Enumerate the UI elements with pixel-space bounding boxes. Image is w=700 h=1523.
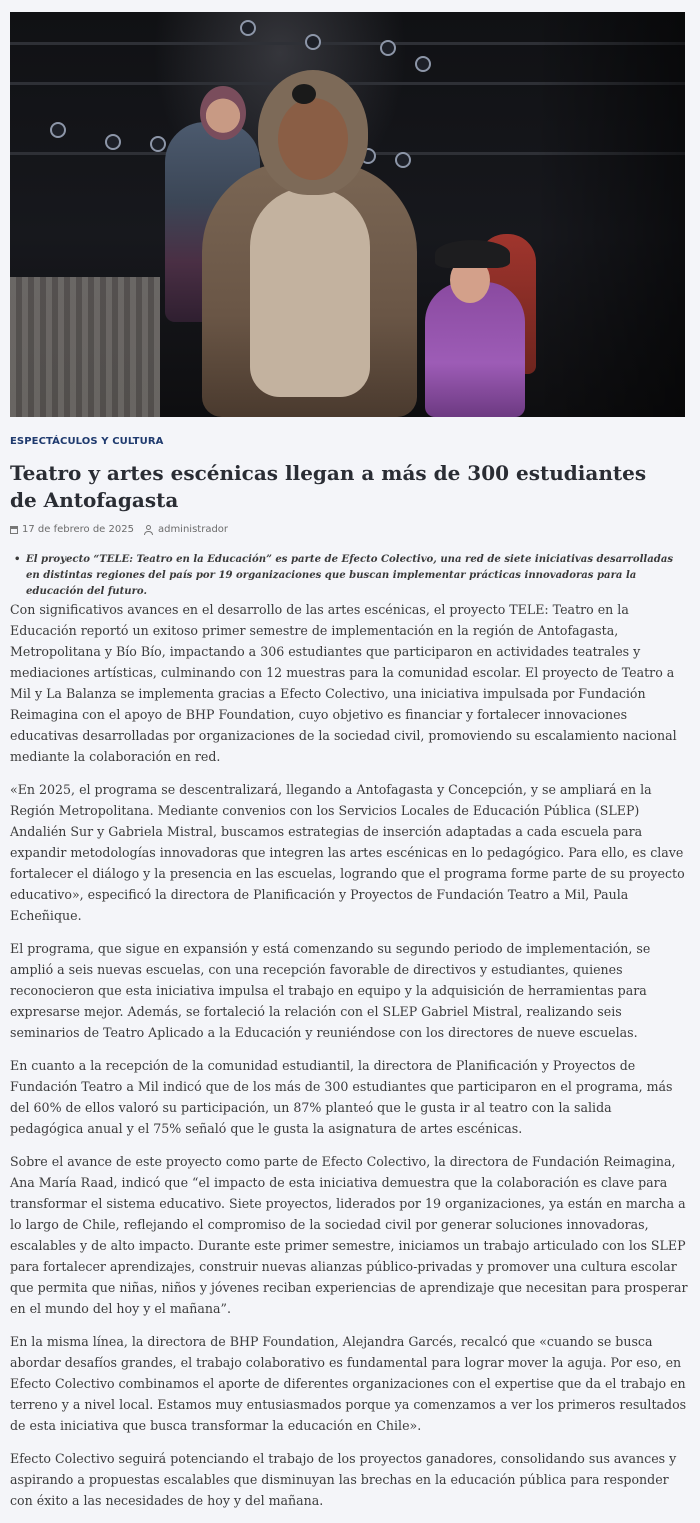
stage-light [380,40,396,56]
body-paragraph: El programa, que sigue en expansión y está comenzando su segundo periodo de implementación, se amplió a seis nuevas escuelas, con una recepción favorable de directivos y estudiantes, quienes reconocieron que esta iniciativa impulsa el trabajo en equipo y la adquisición de herramientas para expresarse mejor. Además, se fortaleció la relación con el SLEP Gabriel Mistral, realizando seis seminarios de Teatro Aplicado a la Educación y reuniéndose con los directores de nueve escuelas. [10,941,651,1040]
category-link[interactable]: ESPECTÁCULOS Y CULTURA [10,436,164,447]
stage-light [105,134,121,150]
publish-date: 17 de febrero de 2025 [22,524,134,535]
stage-light [305,34,321,50]
article-body [10,599,688,1523]
stage-light [50,122,66,138]
bear-costume-belly [250,187,370,397]
eyepatch [292,84,316,104]
calendar-icon [10,526,18,534]
stage-light [150,136,166,152]
user-icon [144,525,153,535]
body-paragraph: Efecto Colectivo seguirá potenciando el trabajo de los proyectos ganadores, consolidando sus avances y aspirando a propuestas escalables que disminuyan las brechas en la educación pública para responder con éxito a las necesidades de hoy y del mañana. [10,1451,677,1508]
lead-item [14,552,684,600]
article-meta [10,524,228,535]
lead-bullet: • [14,554,21,565]
author-link[interactable]: administrador [157,524,229,535]
stage-light [415,56,431,72]
article-title: Teatro y artes escénicas llegan a más de 300 estudiantes de Antofagasta [10,461,647,512]
stage-curtain [10,277,160,417]
body-paragraph: Sobre el avance de este proyecto como parte de Efecto Colectivo, la directora de Fundación Reimagina, Ana María Raad, indicó que “el impacto de esta iniciativa demuestra que la colaboración es clave para transformar el sistema educativo. Siete proyectos, liderados por 19 organizaciones, ya están en marcha a lo largo de Chile, reflejando el compromiso de la sociedad civil por generar soluciones innovadoras, escalables y de alto impacto. Durante este primer semestre, iniciamos un trabajo articulado con los SLEP para fortalecer aprendizajes, construir nuevas alianzas público-privadas y promover una cultura escolar que permita que niñas, niños y jóvenes reciban experiencias de aprendizaje que necesitan para prosperar en el mundo del hoy y el mañana”. [10,1154,688,1316]
body-paragraph: En cuanto a la recepción de la comunidad estudiantil, la directora de Planificación y Proyectos de Fundación Teatro a Mil indicó que de los más de 300 estudiantes que participaron en el programa, más del 60% de ellos valoró su participación, un 87% planteó que le gusta ir al teatro con la salida pedagógica anual y el 75% señaló que le gusta la asignatura de artes escénicas. [10,1058,673,1136]
performer-left-head [200,86,246,140]
performer-face [278,98,348,180]
stage-light [395,152,411,168]
pirate-hat [435,240,510,268]
lead-text: El proyecto “TELE: Teatro en la Educación” es parte de Efecto Colectivo, una red de siete iniciativas desarrolladas en distintas regiones del país por 19 organizaciones que buscan implementar prácticas innovadoras para la educación del futuro. [26,554,674,597]
body-paragraph: «En 2025, el programa se descentralizará, llegando a Antofagasta y Concepción, y se ampliará en la Región Metropolitana. Mediante convenios con los Servicios Locales de Educación Pública (SLEP) Andalién Sur y Gabriela Mistral, buscamos estrategias de inserción adaptadas a cada escuela para expandir metodologías innovadoras que integren las artes escénicas en lo pedagógico. Para ello, es clave fortalecer el diálogo y la presencia en las escuelas, logrando que el programa forme parte de su proyecto educativo», especificó la directora de Planificación y Proyectos de Fundación Teatro a Mil, Paula Echeñique. [10,782,685,923]
body-paragraph: En la misma línea, la directora de BHP Foundation, Alejandra Garcés, recalcó que «cuando se busca abordar desafíos grandes, el trabajo colaborativo es fundamental para lograr mover la aguja. Por eso, en Efecto Colectivo combinamos el aporte de diferentes organizaciones con el expertise que da el trabajo en terreno y a nivel local. Estamos muy entusiasmados porque ya comenzamos a ver los primeros resultados de esta iniciativa que busca transformar la educación en Chile». [10,1334,687,1433]
lead-summary [14,552,684,600]
hero-image [10,12,685,417]
body-paragraph: Con significativos avances en el desarrollo de las artes escénicas, el proyecto TELE: Teatro en la Educación reportó un exitoso primer semestre de implementación en la región de Antofagasta, Metropolitana y Bío Bío, impactando a 306 estudiantes que participaron en actividades teatrales y mediaciones artísticas, culminando con 12 muestras para la comunidad escolar. El proyecto de Teatro a Mil y La Balanza se implementa gracias a Efecto Colectivo, una iniciativa impulsada por Fundación Reimagina con el apoyo de BHP Foundation, cuyo objetivo es financiar y fortalecer innovaciones educativas desarrolladas por organizaciones de la sociedad civil, promoviendo su escalamiento nacional mediante la colaboración en red. [10,602,677,764]
stage-shadow [535,12,685,417]
stage-light [240,20,256,36]
